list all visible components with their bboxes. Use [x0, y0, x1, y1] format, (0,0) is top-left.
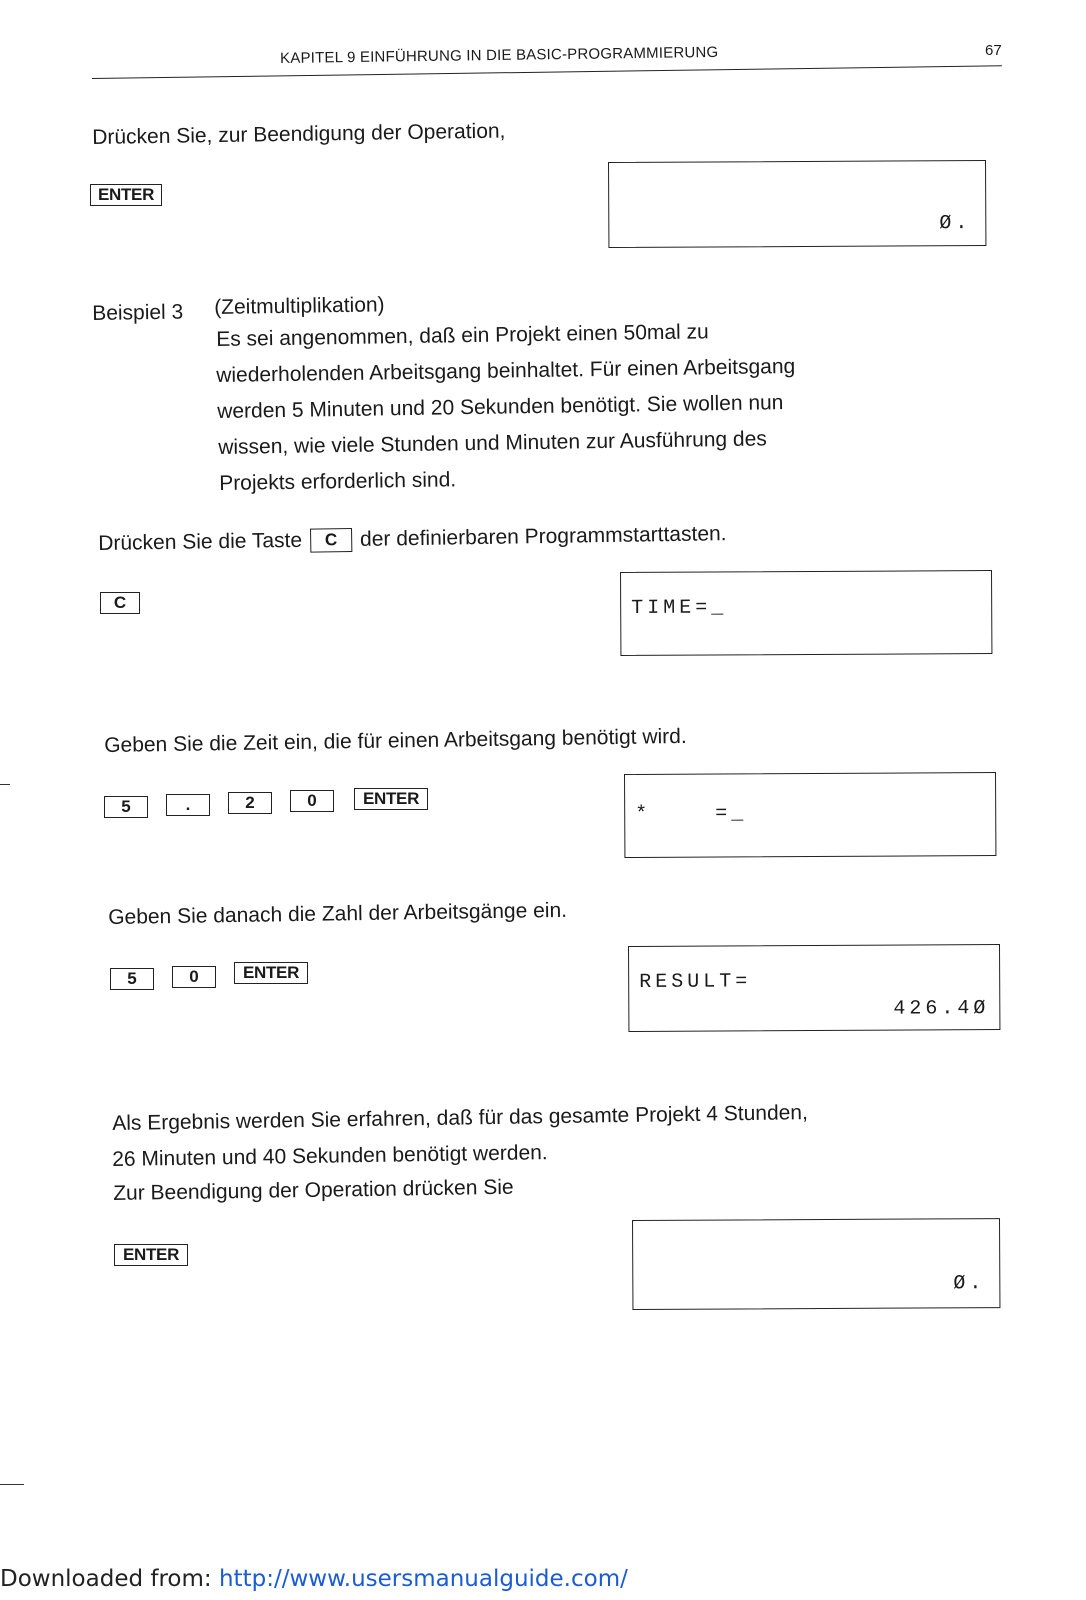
inline-c-key: C	[310, 528, 352, 553]
chapter-header: KAPITEL 9 EINFÜHRUNG IN DIE BASIC-PROGRAMMIERUNG	[280, 43, 719, 67]
result-text-line: Zur Beendigung der Operation drücken Sie	[113, 1175, 514, 1205]
display-line-1: RESULT=	[639, 970, 752, 994]
display-line-1: TIME=_	[631, 596, 728, 620]
display-line-1: * =_	[635, 802, 748, 826]
margin-mark	[0, 1484, 24, 1485]
calculator-display	[620, 570, 992, 656]
footer-prefix: Downloaded from:	[0, 1566, 219, 1592]
c-key[interactable]: C	[100, 592, 140, 614]
calculator-display	[628, 944, 1000, 1032]
enter-key[interactable]: ENTER	[234, 962, 308, 984]
step4-instruction: Geben Sie danach die Zahl der Arbeitsgänge ein.	[108, 898, 568, 929]
example-line: Projekts erforderlich sind.	[219, 468, 457, 495]
example-line: wiederholenden Arbeitsgang beinhaltet. Für einen Arbeitsgang	[216, 354, 796, 387]
key-decimal-point[interactable]: .	[166, 794, 210, 816]
display-value: Ø.	[953, 1272, 986, 1296]
example-line: Es sei angenommen, daß ein Projekt einen 50mal zu	[216, 320, 709, 351]
enter-key[interactable]: ENTER	[90, 184, 162, 206]
key-0[interactable]: 0	[172, 966, 216, 988]
calculator-display	[632, 1218, 1000, 1310]
key-5[interactable]: 5	[110, 968, 154, 990]
header-divider	[92, 65, 1002, 79]
result-text-line: Als Ergebnis werden Sie erfahren, daß für das gesamte Projekt 4 Stunden,	[112, 1101, 809, 1135]
example-label: Beispiel 3	[92, 300, 184, 325]
key-5[interactable]: 5	[104, 796, 148, 818]
key-2[interactable]: 2	[228, 792, 272, 814]
download-footer	[0, 1566, 628, 1592]
step2-instruction-start: Drücken Sie die Taste	[98, 528, 303, 555]
step1-instruction: Drücken Sie, zur Beendigung der Operation,	[92, 119, 506, 149]
enter-key[interactable]: ENTER	[114, 1244, 188, 1266]
example-line: wissen, wie viele Stunden und Minuten zur Ausführung des	[218, 427, 767, 459]
calculator-display	[624, 772, 996, 858]
key-0[interactable]: 0	[290, 790, 334, 812]
margin-mark	[0, 784, 10, 785]
page-number: 67	[985, 42, 1002, 59]
step2-instruction-end: der definierbaren Programmstarttasten.	[359, 522, 727, 551]
enter-key[interactable]: ENTER	[354, 788, 428, 810]
step3-instruction: Geben Sie die Zeit ein, die für einen Arbeitsgang benötigt wird.	[104, 724, 687, 757]
example-line: werden 5 Minuten und 20 Sekunden benötigt. Sie wollen nun	[217, 391, 784, 423]
calculator-display	[608, 160, 986, 248]
example-title: (Zeitmultiplikation)	[214, 293, 385, 319]
display-line-2: 426.4Ø	[893, 997, 990, 1021]
step2-instruction	[98, 520, 727, 557]
footer-link[interactable]: http://www.usersmanualguide.com/	[218, 1566, 628, 1592]
result-text-line: 26 Minuten und 40 Sekunden benötigt werden.	[112, 1141, 548, 1171]
display-value: Ø.	[939, 212, 972, 236]
